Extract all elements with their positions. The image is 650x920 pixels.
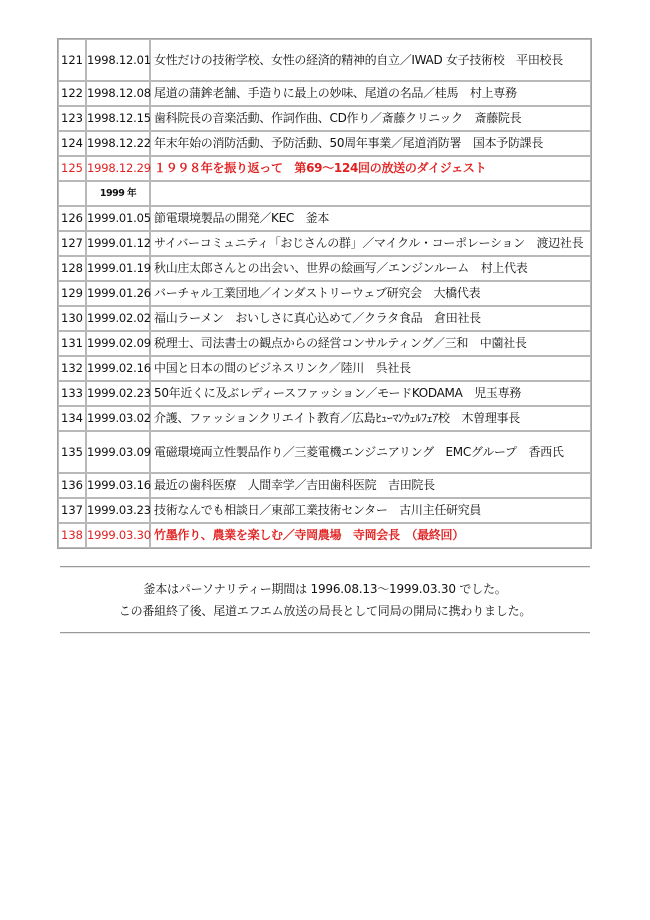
- episode-number: 127: [58, 231, 86, 256]
- episode-number: 131: [58, 331, 86, 356]
- episode-title: 福山ラーメン おいしさに真心込めて／クラタ食品 倉田社長: [150, 306, 591, 331]
- episode-date: 1999.03.30: [86, 523, 150, 548]
- episode-row: [58, 81, 591, 106]
- episode-row: [58, 281, 591, 306]
- episode-row: [58, 256, 591, 281]
- episode-date: 1999.02.09: [86, 331, 150, 356]
- episode-title: 年末年始の消防活動、予防活動、50周年事業／尾道消防署 国本予防課長: [150, 131, 591, 156]
- episode-date: 1998.12.01: [86, 39, 150, 81]
- episode-title: 介護、ファッションクリエイト教育／広島ﾋｭｰﾏﾝｳｪﾙﾌｪｱ校 木曽理事長: [150, 406, 591, 431]
- episode-row: [58, 306, 591, 331]
- episode-title: バーチャル工業団地／インダストリーウェブ研究会 大橋代表: [150, 281, 591, 306]
- episode-title: 最近の歯科医療 人間幸学／吉田歯科医院 吉田院長: [150, 473, 591, 498]
- episode-number: 132: [58, 356, 86, 381]
- episode-number: 138: [58, 523, 86, 548]
- episode-title: サイバーコミュニティ「おじさんの群」／マイクル・コーポレーション 渡辺社長: [150, 231, 591, 256]
- episode-title: 電磁環境両立性製品作り／三菱電機エンジニアリング EMCグループ 香西氏: [150, 431, 591, 473]
- episode-number: 125: [58, 156, 86, 181]
- episode-date: 1999.02.16: [86, 356, 150, 381]
- footer-note-line-1: 釜本はパーソナリティー期間は 1996.08.13～1999.03.30 でした。: [143, 582, 507, 596]
- episode-row: [58, 206, 591, 231]
- episode-row: [58, 523, 591, 548]
- episode-title: 竹墨作り、農業を楽しむ／寺岡農場 寺岡会長 （最終回）: [150, 523, 591, 548]
- episode-row: [58, 356, 591, 381]
- broadcast-table-body: [58, 39, 591, 548]
- episode-title: 50年近くに及ぶレディースファッション／モードKODAMA 児玉専務: [150, 381, 591, 406]
- episode-title: 税理士、司法書士の観点からの経営コンサルティング／三和 中薗社長: [150, 331, 591, 356]
- episode-number: 133: [58, 381, 86, 406]
- episode-number: 122: [58, 81, 86, 106]
- episode-title: 尾道の蒲鉾老舗、手造りに最上の妙味、尾道の名品／桂馬 村上専務: [150, 81, 591, 106]
- episode-title: 秋山庄太郎さんとの出会い、世界の絵画写／エンジンルーム 村上代表: [150, 256, 591, 281]
- episode-row: [58, 498, 591, 523]
- episode-title: １９９８年を振り返って 第69～124回の放送のダイジェスト: [150, 156, 591, 181]
- episode-title: 中国と日本の間のビジネスリンク／陸川 呉社長: [150, 356, 591, 381]
- episode-row: [58, 231, 591, 256]
- episode-row: [58, 331, 591, 356]
- year-separator-row: [58, 181, 591, 206]
- episode-date: 1999.02.23: [86, 381, 150, 406]
- episode-date: 1999.01.12: [86, 231, 150, 256]
- footer-note-line-2: この番組終了後、尾道エフエム放送の局長として同局の開局に携わりました。: [118, 604, 532, 618]
- episode-date: 1999.03.02: [86, 406, 150, 431]
- episode-title: 節電環境製品の開発／KEC 釜本: [150, 206, 591, 231]
- episode-title: [150, 181, 591, 206]
- episode-row: [58, 131, 591, 156]
- episode-date: 1999.01.19: [86, 256, 150, 281]
- episode-number: 128: [58, 256, 86, 281]
- episode-row: [58, 106, 591, 131]
- episode-number: 130: [58, 306, 86, 331]
- episode-date: 1999.03.23: [86, 498, 150, 523]
- episode-title: 技術なんでも相談日／東部工業技術センター 古川主任研究員: [150, 498, 591, 523]
- episode-number: 134: [58, 406, 86, 431]
- episode-date: 1999.01.05: [86, 206, 150, 231]
- episode-date: 1998.12.08: [86, 81, 150, 106]
- episode-date: 1998.12.22: [86, 131, 150, 156]
- year-label: 1999 年: [86, 181, 150, 206]
- episode-number: 129: [58, 281, 86, 306]
- episode-title: 歯科院長の音楽活動、作詞作曲、CD作り／斎藤クリニック 斎藤院長: [150, 106, 591, 131]
- episode-row: [58, 156, 591, 181]
- episode-date: 1999.03.16: [86, 473, 150, 498]
- episode-number: 123: [58, 106, 86, 131]
- episode-date: 1999.01.26: [86, 281, 150, 306]
- episode-date: 1998.12.15: [86, 106, 150, 131]
- divider-bottom: [60, 632, 590, 634]
- episode-number: 135: [58, 431, 86, 473]
- episode-date: 1998.12.29: [86, 156, 150, 181]
- episode-number: [58, 181, 86, 206]
- episode-title: 女性だけの技術学校、女性の経済的精神的自立／IWAD 女子技術校 平田校長: [150, 39, 591, 81]
- episode-number: 136: [58, 473, 86, 498]
- episode-number: 124: [58, 131, 86, 156]
- broadcast-table: [57, 38, 592, 549]
- episode-row: [58, 39, 591, 81]
- episode-row: [58, 406, 591, 431]
- episode-row: [58, 473, 591, 498]
- episode-date: 1999.02.02: [86, 306, 150, 331]
- episode-row: [58, 381, 591, 406]
- episode-date: 1999.03.09: [86, 431, 150, 473]
- episode-number: 137: [58, 498, 86, 523]
- divider-top: [60, 566, 590, 568]
- episode-row: [58, 431, 591, 473]
- episode-number: 121: [58, 39, 86, 81]
- episode-number: 126: [58, 206, 86, 231]
